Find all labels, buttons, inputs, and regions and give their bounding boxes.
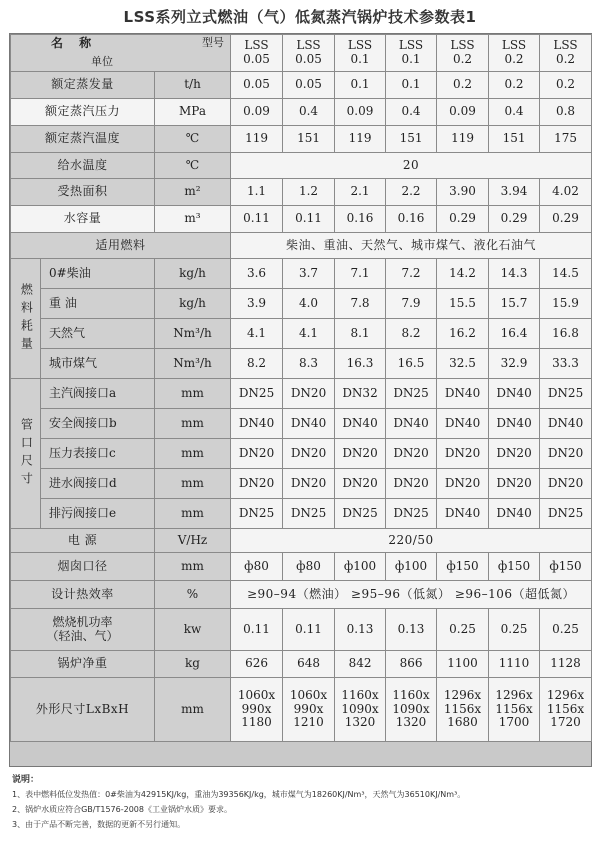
- value-cell: DN40: [489, 379, 540, 409]
- value-cell: DN20: [335, 439, 386, 469]
- param-name: 锅炉净重: [11, 651, 155, 678]
- value-cell: 0.4: [283, 99, 335, 126]
- value-cell: 0.16: [335, 206, 386, 233]
- value-cell: DN40: [437, 499, 489, 529]
- param-name: 主汽阀接口a: [41, 379, 155, 409]
- value-cell: DN25: [386, 379, 437, 409]
- param-name: [11, 609, 155, 651]
- model-series: LSS: [244, 38, 269, 53]
- param-unit: Nm³/h: [155, 349, 231, 379]
- value-cell: DN25: [283, 499, 335, 529]
- table-row: [11, 153, 592, 179]
- model-cell: [283, 35, 335, 72]
- param-name: 重 油: [41, 289, 155, 319]
- value-cell: 0.4: [489, 99, 540, 126]
- dims-cell: [283, 678, 335, 742]
- name-header: 名 称: [51, 36, 98, 50]
- value-cell: 0.11: [231, 206, 283, 233]
- value-cell: 0.29: [437, 206, 489, 233]
- table-row: [11, 651, 592, 678]
- value-cell: 648: [283, 651, 335, 678]
- value-cell: DN20: [386, 439, 437, 469]
- param-unit: mm: [155, 553, 231, 581]
- param-name: 水容量: [11, 206, 155, 233]
- param-name: 设计热效率: [11, 581, 155, 609]
- value-cell: DN40: [540, 409, 592, 439]
- value-cell: DN40: [437, 409, 489, 439]
- value-cell: DN20: [437, 469, 489, 499]
- value-cell: 866: [386, 651, 437, 678]
- value-cell: 0.25: [489, 609, 540, 651]
- value-cell: 8.1: [335, 319, 386, 349]
- value-cell: 0.1: [386, 72, 437, 99]
- param-name: 额定蒸发量: [11, 72, 155, 99]
- value-cell: 4.1: [283, 319, 335, 349]
- value-cell: 4.0: [283, 289, 335, 319]
- dims-line: 1296x: [443, 687, 482, 702]
- model-cell: [231, 35, 283, 72]
- param-name: 适用燃料: [11, 233, 231, 259]
- param-unit: kg/h: [155, 289, 231, 319]
- value-cell: ф100: [335, 553, 386, 581]
- param-name: 额定蒸汽压力: [11, 99, 155, 126]
- param-name: 给水温度: [11, 153, 155, 179]
- group-label-text: 燃料耗量: [19, 282, 34, 355]
- dims-line: 1160x: [341, 687, 379, 702]
- value-cell: 16.4: [489, 319, 540, 349]
- value-cell: 3.6: [231, 259, 283, 289]
- value-cell: 0.11: [231, 609, 283, 651]
- param-name: 天然气: [41, 319, 155, 349]
- table-row: [11, 289, 592, 319]
- span-value: ≥90–94（燃油） ≥95–96（低氮） ≥96–106（超低氮）: [231, 581, 592, 609]
- value-cell: ф100: [386, 553, 437, 581]
- model-cell: [489, 35, 540, 72]
- table-row: [11, 439, 592, 469]
- value-cell: DN20: [540, 469, 592, 499]
- model-capacity: 0.05: [295, 52, 322, 66]
- model-cell: [540, 35, 592, 72]
- note-item: 2、锅炉水质应符合GB/T1576-2008《工业锅炉水质》要求。: [12, 805, 232, 814]
- param-name: 安全阀接口b: [41, 409, 155, 439]
- dims-line: 990x: [241, 701, 272, 716]
- value-cell: 33.3: [540, 349, 592, 379]
- table-row: [11, 349, 592, 379]
- notes-heading: 说明：: [12, 775, 40, 785]
- ports-group-label: [11, 379, 41, 529]
- value-cell: DN25: [335, 499, 386, 529]
- value-cell: DN40: [335, 409, 386, 439]
- value-cell: DN25: [231, 499, 283, 529]
- value-cell: DN20: [283, 469, 335, 499]
- table-row: [11, 379, 592, 409]
- param-unit: V/Hz: [155, 529, 231, 553]
- value-cell: DN40: [231, 409, 283, 439]
- model-series: LSS: [553, 38, 578, 53]
- param-unit: MPa: [155, 99, 231, 126]
- dims-line: 1156x: [443, 701, 482, 716]
- value-cell: 0.29: [540, 206, 592, 233]
- value-cell: DN40: [437, 379, 489, 409]
- dims-cell: [335, 678, 386, 742]
- param-unit: ℃: [155, 126, 231, 153]
- param-unit: kg: [155, 651, 231, 678]
- dims-line: 1090x: [392, 701, 430, 716]
- value-cell: 7.9: [386, 289, 437, 319]
- model-series: LSS: [501, 38, 527, 53]
- param-name: 压力表接口c: [41, 439, 155, 469]
- param-unit: mm: [155, 469, 231, 499]
- spec-table-frame: [9, 33, 592, 767]
- model-capacity: 0.2: [555, 52, 576, 66]
- dims-line: 1090x: [341, 701, 379, 716]
- value-cell: 15.5: [437, 289, 489, 319]
- value-cell: 119: [231, 126, 283, 153]
- value-cell: 0.16: [386, 206, 437, 233]
- value-cell: 0.11: [283, 609, 335, 651]
- value-cell: 626: [231, 651, 283, 678]
- value-cell: 14.5: [540, 259, 592, 289]
- value-cell: 1100: [437, 651, 489, 678]
- dims-line: 1156x: [495, 701, 533, 716]
- table-row: [11, 126, 592, 153]
- value-cell: 1110: [489, 651, 540, 678]
- value-cell: 14.3: [489, 259, 540, 289]
- dims-line: 1156x: [546, 701, 585, 716]
- value-cell: ф150: [437, 553, 489, 581]
- model-series: LSS: [296, 38, 321, 53]
- value-cell: 0.25: [540, 609, 592, 651]
- value-cell: 151: [283, 126, 335, 153]
- value-cell: DN20: [489, 439, 540, 469]
- value-cell: 0.4: [386, 99, 437, 126]
- model-capacity: 0.05: [243, 52, 270, 66]
- value-cell: 14.2: [437, 259, 489, 289]
- param-unit: mm: [155, 439, 231, 469]
- value-cell: 842: [335, 651, 386, 678]
- value-cell: 0.09: [437, 99, 489, 126]
- value-cell: 8.2: [386, 319, 437, 349]
- value-cell: 3.90: [437, 179, 489, 206]
- param-unit: mm: [155, 379, 231, 409]
- value-cell: 32.5: [437, 349, 489, 379]
- table-row: [11, 609, 592, 651]
- dims-line: 1700: [498, 715, 530, 730]
- value-cell: 1.1: [231, 179, 283, 206]
- value-cell: 0.2: [437, 72, 489, 99]
- value-cell: 4.1: [231, 319, 283, 349]
- value-cell: 16.5: [386, 349, 437, 379]
- value-cell: 1128: [540, 651, 592, 678]
- value-cell: 151: [386, 126, 437, 153]
- model-series: LSS: [398, 38, 424, 53]
- value-cell: 0.13: [335, 609, 386, 651]
- model-header: 型号: [202, 36, 225, 49]
- value-cell: 119: [437, 126, 489, 153]
- span-value: 220/50: [231, 529, 592, 553]
- model-series: LSS: [347, 38, 373, 53]
- spec-table: [10, 34, 592, 742]
- value-cell: 16.8: [540, 319, 592, 349]
- burner-fuel: （轻油、气）: [46, 628, 119, 643]
- value-cell: 16.2: [437, 319, 489, 349]
- unit-header: 单位: [91, 55, 113, 69]
- value-cell: DN20: [386, 469, 437, 499]
- value-cell: 4.02: [540, 179, 592, 206]
- param-unit: Nm³/h: [155, 319, 231, 349]
- value-cell: DN20: [231, 469, 283, 499]
- param-name: 进水阀接口d: [41, 469, 155, 499]
- value-cell: 7.8: [335, 289, 386, 319]
- dims-line: 1296x: [495, 687, 533, 702]
- model-capacity: 0.1: [350, 52, 370, 66]
- param-name: 外形尺寸LxBxH: [11, 678, 155, 742]
- value-cell: 3.7: [283, 259, 335, 289]
- param-unit: mm: [155, 409, 231, 439]
- param-unit: mm: [155, 499, 231, 529]
- model-series: LSS: [450, 38, 475, 53]
- table-row: [11, 529, 592, 553]
- param-unit: t/h: [155, 72, 231, 99]
- dims-line: 1320: [344, 715, 376, 730]
- model-capacity: 0.2: [504, 52, 524, 66]
- dims-line: 1160x: [392, 687, 430, 702]
- param-name: 城市煤气: [41, 349, 155, 379]
- value-cell: 16.3: [335, 349, 386, 379]
- value-cell: DN25: [386, 499, 437, 529]
- param-name: 0#柴油: [41, 259, 155, 289]
- dims-cell: [386, 678, 437, 742]
- param-name: 电 源: [11, 529, 155, 553]
- table-row: [11, 99, 592, 126]
- value-cell: 0.09: [231, 99, 283, 126]
- value-cell: DN20: [437, 439, 489, 469]
- value-cell: 0.05: [231, 72, 283, 99]
- value-cell: DN40: [386, 409, 437, 439]
- table-row: [11, 469, 592, 499]
- value-cell: 0.2: [489, 72, 540, 99]
- value-cell: DN40: [489, 499, 540, 529]
- dims-line: 1180: [241, 715, 272, 730]
- table-row: [11, 72, 592, 99]
- value-cell: 175: [540, 126, 592, 153]
- value-cell: 2.1: [335, 179, 386, 206]
- value-cell: 8.2: [231, 349, 283, 379]
- header-name-cell: [11, 35, 231, 72]
- note-item: 1、表中燃料低位发热值：0#柴油为42915KJ/kg，重油为39356KJ/kg，城市煤气为18260KJ/Nm³，天然气为36510KJ/Nm³。: [12, 790, 466, 799]
- value-cell: 0.09: [335, 99, 386, 126]
- value-cell: DN20: [489, 469, 540, 499]
- table-row: [11, 581, 592, 609]
- dims-cell: [540, 678, 592, 742]
- table-row: [11, 678, 592, 742]
- value-cell: 15.7: [489, 289, 540, 319]
- table-row: [11, 35, 592, 72]
- param-name: 额定蒸汽温度: [11, 126, 155, 153]
- value-cell: DN20: [231, 439, 283, 469]
- value-cell: DN20: [283, 379, 335, 409]
- value-cell: DN40: [489, 409, 540, 439]
- param-unit: kg/h: [155, 259, 231, 289]
- dims-cell: [231, 678, 283, 742]
- table-row: [11, 499, 592, 529]
- value-cell: DN20: [540, 439, 592, 469]
- dims-line: 1060x: [237, 687, 276, 702]
- dims-line: 1060x: [289, 687, 328, 702]
- value-cell: DN20: [335, 469, 386, 499]
- table-row: [11, 233, 592, 259]
- param-unit: ℃: [155, 153, 231, 179]
- value-cell: DN20: [283, 439, 335, 469]
- value-cell: 3.94: [489, 179, 540, 206]
- value-cell: 0.2: [540, 72, 592, 99]
- value-cell: 3.9: [231, 289, 283, 319]
- page-title: LSS系列立式燃油（气）低氮蒸汽锅炉技术参数表1: [123, 8, 477, 26]
- table-row: [11, 553, 592, 581]
- value-cell: 0.13: [386, 609, 437, 651]
- model-cell: [437, 35, 489, 72]
- span-value: 柴油、重油、天然气、城市煤气、液化石油气: [231, 233, 592, 259]
- value-cell: 0.25: [437, 609, 489, 651]
- value-cell: DN25: [540, 499, 592, 529]
- model-capacity: 0.2: [452, 52, 473, 66]
- table-row: [11, 259, 592, 289]
- value-cell: ф150: [540, 553, 592, 581]
- value-cell: 0.11: [283, 206, 335, 233]
- dims-cell: [437, 678, 489, 742]
- model-capacity: 0.1: [401, 52, 421, 66]
- dims-cell: [489, 678, 540, 742]
- param-unit: mm: [155, 678, 231, 742]
- value-cell: 119: [335, 126, 386, 153]
- value-cell: ф80: [283, 553, 335, 581]
- consumption-group-label: [11, 259, 41, 379]
- value-cell: 15.9: [540, 289, 592, 319]
- dims-line: 1680: [447, 715, 478, 730]
- param-name: 排污阀接口e: [41, 499, 155, 529]
- param-unit: %: [155, 581, 231, 609]
- dims-line: 1210: [293, 715, 324, 730]
- model-cell: [335, 35, 386, 72]
- value-cell: 32.9: [489, 349, 540, 379]
- value-cell: ф150: [489, 553, 540, 581]
- group-label-text: 管口尺寸: [19, 417, 34, 490]
- value-cell: DN32: [335, 379, 386, 409]
- param-name: 烟囱口径: [11, 553, 155, 581]
- note-item: 3、由于产品不断完善，数据的更新不另行通知。: [12, 820, 186, 829]
- value-cell: 0.8: [540, 99, 592, 126]
- value-cell: DN25: [231, 379, 283, 409]
- value-cell: DN40: [283, 409, 335, 439]
- param-unit: kw: [155, 609, 231, 651]
- value-cell: 7.1: [335, 259, 386, 289]
- table-row: [11, 179, 592, 206]
- dims-line: 1720: [550, 715, 581, 730]
- table-row: [11, 319, 592, 349]
- value-cell: 0.1: [335, 72, 386, 99]
- value-cell: 151: [489, 126, 540, 153]
- table-row: [11, 206, 592, 233]
- value-cell: 0.05: [283, 72, 335, 99]
- param-unit: m³: [155, 206, 231, 233]
- param-name: 受热面积: [11, 179, 155, 206]
- value-cell: 1.2: [283, 179, 335, 206]
- value-cell: ф80: [231, 553, 283, 581]
- value-cell: DN25: [540, 379, 592, 409]
- model-cell: [386, 35, 437, 72]
- dims-line: 1296x: [546, 687, 585, 702]
- notes: [12, 772, 592, 834]
- span-value: 20: [231, 153, 592, 179]
- value-cell: 2.2: [386, 179, 437, 206]
- table-row: [11, 409, 592, 439]
- param-unit: m²: [155, 179, 231, 206]
- burner-name: 燃烧机功率: [52, 614, 113, 629]
- dims-line: 1320: [395, 715, 427, 730]
- value-cell: 0.29: [489, 206, 540, 233]
- dims-line: 990x: [293, 701, 324, 716]
- value-cell: 8.3: [283, 349, 335, 379]
- value-cell: 7.2: [386, 259, 437, 289]
